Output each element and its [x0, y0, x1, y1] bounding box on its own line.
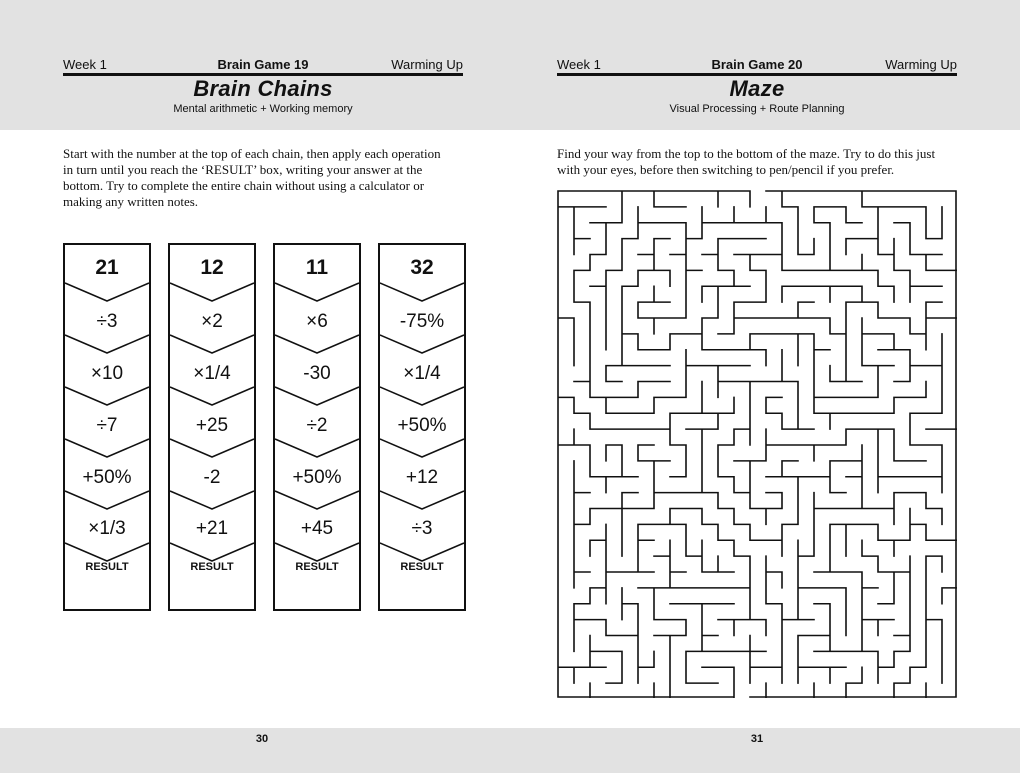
chain-separator-chevron [380, 543, 464, 561]
chain-separator-chevron [65, 491, 149, 509]
page-number: 31 [750, 733, 764, 745]
chain-separator-chevron [170, 439, 254, 457]
chain-operation: ×1/4 [193, 363, 231, 384]
game-number: Brain Game 20 [711, 57, 803, 72]
page-title: Brain Chains [193, 76, 333, 101]
chain-start-number: 12 [200, 256, 224, 279]
brain-chain [168, 243, 256, 611]
result-box-label: RESULT [190, 561, 234, 573]
chain-separator-chevron [380, 439, 464, 457]
result-box-label: RESULT [295, 561, 339, 573]
instruction-line: bottom. Try to complete the entire chain without using a calculator or [63, 178, 425, 193]
chain-separator-chevron [275, 439, 359, 457]
chain-start-number: 32 [410, 256, 434, 279]
chain-separator-chevron [65, 335, 149, 353]
page-number: 30 [255, 733, 269, 745]
chain-separator-chevron [170, 543, 254, 561]
instruction-line: in turn until you reach the ‘RESULT’ box, writing your answer at the [63, 162, 423, 177]
chain-separator-chevron [380, 335, 464, 353]
chain-separator-chevron [170, 387, 254, 405]
chain-separator-chevron [275, 387, 359, 405]
chain-separator-chevron [65, 283, 149, 301]
chain-operation: +50% [292, 467, 342, 488]
page-subtitle: Visual Processing + Route Planning [669, 103, 845, 115]
section-label: Warming Up [885, 57, 957, 72]
maze-walls [558, 191, 957, 698]
chain-separator-chevron [275, 283, 359, 301]
result-box-label: RESULT [85, 561, 129, 573]
chain-separator-chevron [65, 543, 149, 561]
instruction-line: Find your way from the top to the bottom of the maze. Try to do this just [557, 146, 936, 161]
chain-operation: +50% [397, 415, 447, 436]
chain-separator-chevron [65, 439, 149, 457]
chain-separator-chevron [170, 335, 254, 353]
instruction-line: making any written notes. [63, 194, 199, 209]
chain-operation: ÷3 [96, 311, 118, 332]
game-number: Brain Game 19 [217, 57, 309, 72]
chain-operation: ×6 [306, 311, 328, 332]
instruction-line: with your eyes, before then switching to pen/pencil if you prefer. [557, 162, 895, 177]
week-label: Week 1 [557, 57, 601, 72]
chain-operation: -30 [303, 363, 331, 384]
instructions [63, 146, 441, 210]
result-box-label: RESULT [400, 561, 444, 573]
instruction-line: Start with the number at the top of each chain, then apply each operation [63, 146, 441, 161]
chain-operation: +25 [195, 415, 229, 436]
chain-separator-chevron [275, 335, 359, 353]
brain-chain [63, 243, 151, 611]
chain-start-number: 11 [305, 256, 329, 279]
chain-separator-chevron [275, 491, 359, 509]
page-subtitle: Mental arithmetic + Working memory [173, 103, 353, 115]
chain-operation: ×2 [201, 311, 223, 332]
chain-operation: -2 [203, 467, 221, 488]
chain-operation: +50% [82, 467, 132, 488]
chain-separator-chevron [65, 387, 149, 405]
maze-puzzle [557, 190, 957, 698]
chain-separator-chevron [275, 543, 359, 561]
chain-operation: ×1/4 [403, 363, 441, 384]
brain-chain [273, 243, 361, 611]
chain-separator-chevron [380, 491, 464, 509]
chain-operation: -75% [399, 311, 445, 332]
chain-operation: +45 [300, 518, 334, 539]
chain-operation: ÷7 [96, 415, 118, 436]
chain-separator-chevron [380, 283, 464, 301]
chain-operation: ÷3 [411, 518, 433, 539]
week-label: Week 1 [63, 57, 107, 72]
section-label: Warming Up [391, 57, 463, 72]
chain-separator-chevron [170, 491, 254, 509]
chain-operation: +12 [405, 467, 439, 488]
chain-operation: ÷2 [306, 415, 328, 436]
chain-start-number: 21 [95, 256, 119, 279]
page-title: Maze [729, 76, 785, 101]
chain-separator-chevron [170, 283, 254, 301]
chain-operation: ×1/3 [88, 518, 126, 539]
chain-operation: ×10 [90, 363, 124, 384]
brain-chain [378, 243, 466, 611]
footer-band [0, 728, 1020, 773]
chain-separator-chevron [380, 387, 464, 405]
chain-operation: +21 [195, 518, 229, 539]
instructions [557, 146, 935, 178]
